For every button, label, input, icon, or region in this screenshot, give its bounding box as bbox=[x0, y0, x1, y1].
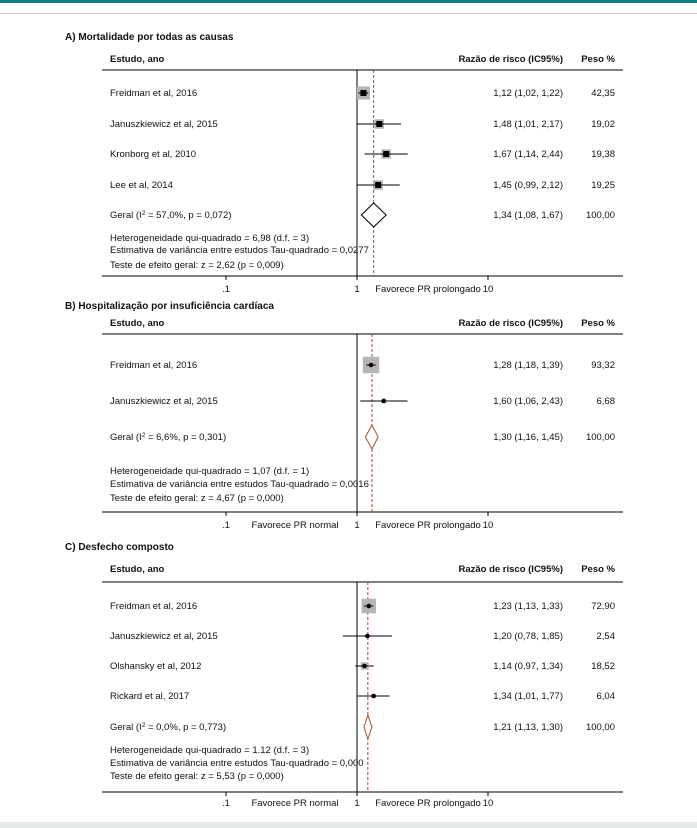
study-point bbox=[362, 664, 367, 669]
axis-tick-label: 10 bbox=[482, 284, 494, 295]
study-point bbox=[381, 399, 386, 404]
study-point bbox=[383, 151, 389, 157]
overall-ci: 1,21 (1,13, 1,30) bbox=[493, 722, 563, 733]
overall-weight: 100,00 bbox=[585, 722, 615, 733]
study-label: Januszkiewicz et al, 2015 bbox=[110, 119, 218, 130]
axis-tick-label: .1 bbox=[222, 284, 230, 295]
heterogeneity-stat: Teste de efeito geral: z = 5,53 (p = 0,000) bbox=[110, 771, 284, 782]
study-ci: 1,48 (1,01, 2,17) bbox=[493, 119, 563, 130]
heterogeneity-stat: Heterogeneidade qui-quadrado = 1,07 (d.f. = 1) bbox=[110, 466, 310, 477]
column-header-study: Estudo, ano bbox=[110, 564, 165, 575]
overall-label-superscript: 2 bbox=[141, 431, 146, 439]
overall-ci: 1,30 (1,16, 1,45) bbox=[493, 432, 563, 443]
study-point bbox=[376, 121, 382, 127]
column-header-study: Estudo, ano bbox=[110, 318, 165, 329]
study-ci: 1,34 (1,01, 1,77) bbox=[493, 691, 563, 702]
direction-label-right: Favorece PR prolongado bbox=[375, 520, 481, 531]
study-weight: 19,02 bbox=[591, 119, 615, 130]
overall-diamond bbox=[361, 203, 386, 227]
study-ci: 1,20 (0,78, 1,85) bbox=[493, 631, 563, 642]
column-header-ratio: Razão de risco (IC95%) bbox=[458, 318, 563, 329]
overall-ci: 1,34 (1,08, 1,67) bbox=[493, 210, 563, 221]
heterogeneity-stat: Heterogeneidade qui-quadrado = 6,98 (d.f. = 3) bbox=[110, 233, 310, 244]
study-ci: 1,28 (1,18, 1,39) bbox=[493, 360, 563, 371]
heterogeneity-stat: Teste de efeito geral: z = 2,62 (p = 0,009) bbox=[110, 260, 284, 271]
heterogeneity-stat: Estimativa de variância entre estudos Tau-quadrado = 0,0277 bbox=[110, 245, 369, 256]
overall-label-suffix: = 57,0%, p = 0,072) bbox=[145, 210, 232, 221]
study-label: Rickard et al, 2017 bbox=[110, 691, 190, 702]
overall-diamond bbox=[365, 425, 378, 449]
overall-label bbox=[110, 722, 226, 734]
study-ci: 1,23 (1,13, 1,33) bbox=[493, 601, 563, 612]
heterogeneity-stat: Estimativa de variância entre estudos Tau-quadrado = 0,0016 bbox=[110, 479, 369, 490]
direction-label-left: Favorece PR normal bbox=[251, 798, 339, 809]
study-weight: 18,52 bbox=[591, 661, 615, 672]
heterogeneity-stat: Estimativa de variância entre estudos Tau-quadrado = 0,000 bbox=[110, 758, 364, 769]
study-weight: 42,35 bbox=[591, 88, 615, 99]
study-label: Lee et al, 2014 bbox=[110, 180, 173, 191]
overall-diamond bbox=[364, 715, 372, 739]
study-point bbox=[366, 604, 371, 609]
study-weight: 6,04 bbox=[596, 691, 615, 702]
study-label: Olshansky et al, 2012 bbox=[110, 661, 202, 672]
heterogeneity-stat: Teste de efeito geral: z = 4,67 (p = 0,000) bbox=[110, 493, 284, 504]
study-ci: 1,12 (1,02, 1,22) bbox=[493, 88, 563, 99]
study-ci: 1,60 (1,06, 2,43) bbox=[493, 396, 563, 407]
axis-tick-label: .1 bbox=[222, 798, 230, 809]
column-header-ratio: Razão de risco (IC95%) bbox=[458, 564, 563, 575]
overall-weight: 100,00 bbox=[585, 210, 615, 221]
study-label: Freidman et al, 2016 bbox=[110, 88, 198, 99]
study-weight: 6,68 bbox=[596, 396, 615, 407]
study-point bbox=[360, 90, 366, 96]
column-header-ratio: Razão de risco (IC95%) bbox=[458, 54, 563, 65]
axis-tick-label: 10 bbox=[482, 798, 494, 809]
column-header-study: Estudo, ano bbox=[110, 54, 165, 65]
axis-tick-label: .1 bbox=[222, 520, 230, 531]
column-header-weight: Peso % bbox=[581, 54, 615, 65]
overall-label-prefix: Geral (I bbox=[110, 432, 142, 443]
study-point bbox=[371, 694, 376, 699]
direction-label-left: Favorece PR normal bbox=[251, 520, 339, 531]
study-weight: 93,32 bbox=[591, 360, 615, 371]
panel-title: C) Desfecho composto bbox=[65, 542, 174, 553]
overall-label bbox=[110, 210, 231, 222]
direction-label-right: Favorece PR prolongado bbox=[375, 284, 481, 295]
overall-label bbox=[110, 432, 226, 444]
study-weight: 2,54 bbox=[596, 631, 615, 642]
panel-title: A) Mortalidade por todas as causas bbox=[65, 32, 234, 43]
heterogeneity-stat: Heterogeneidade qui-quadrado = 1.12 (d.f. = 3) bbox=[110, 745, 310, 756]
study-weight: 19,38 bbox=[591, 149, 615, 160]
axis-tick-label: 1 bbox=[354, 798, 360, 809]
direction-label-right: Favorece PR prolongado bbox=[375, 798, 481, 809]
overall-label-suffix: = 0,0%, p = 0,773) bbox=[145, 722, 227, 733]
column-header-weight: Peso % bbox=[581, 564, 615, 575]
column-header-weight: Peso % bbox=[581, 318, 615, 329]
study-ci: 1,67 (1,14, 2,44) bbox=[493, 149, 563, 160]
study-label: Kronborg et al, 2010 bbox=[110, 149, 197, 160]
panel-title: B) Hospitalização por insuficiência cardíaca bbox=[65, 301, 274, 312]
study-label: Freidman et al, 2016 bbox=[110, 360, 198, 371]
study-ci: 1,14 (0,97, 1,34) bbox=[493, 661, 563, 672]
bottom-bar bbox=[0, 822, 697, 828]
overall-label-suffix: = 6,6%, p = 0,301) bbox=[145, 432, 227, 443]
study-weight: 19,25 bbox=[591, 180, 615, 191]
overall-label-prefix: Geral (I bbox=[110, 722, 142, 733]
overall-label-superscript: 2 bbox=[141, 721, 146, 729]
study-label: Januszkiewicz et al, 2015 bbox=[110, 396, 218, 407]
study-ci: 1,45 (0,99, 2,12) bbox=[493, 180, 563, 191]
axis-tick-label: 1 bbox=[354, 284, 360, 295]
study-label: Januszkiewicz et al, 2015 bbox=[110, 631, 218, 642]
study-point bbox=[369, 363, 374, 368]
study-label: Freidman et al, 2016 bbox=[110, 601, 198, 612]
axis-tick-label: 1 bbox=[354, 520, 360, 531]
axis-tick-label: 10 bbox=[482, 520, 494, 531]
overall-label-superscript: 2 bbox=[141, 209, 146, 217]
study-weight: 72,90 bbox=[591, 601, 615, 612]
study-point bbox=[365, 634, 370, 639]
overall-weight: 100,00 bbox=[585, 432, 615, 443]
overall-label-prefix: Geral (I bbox=[110, 210, 142, 221]
study-point bbox=[375, 182, 381, 188]
